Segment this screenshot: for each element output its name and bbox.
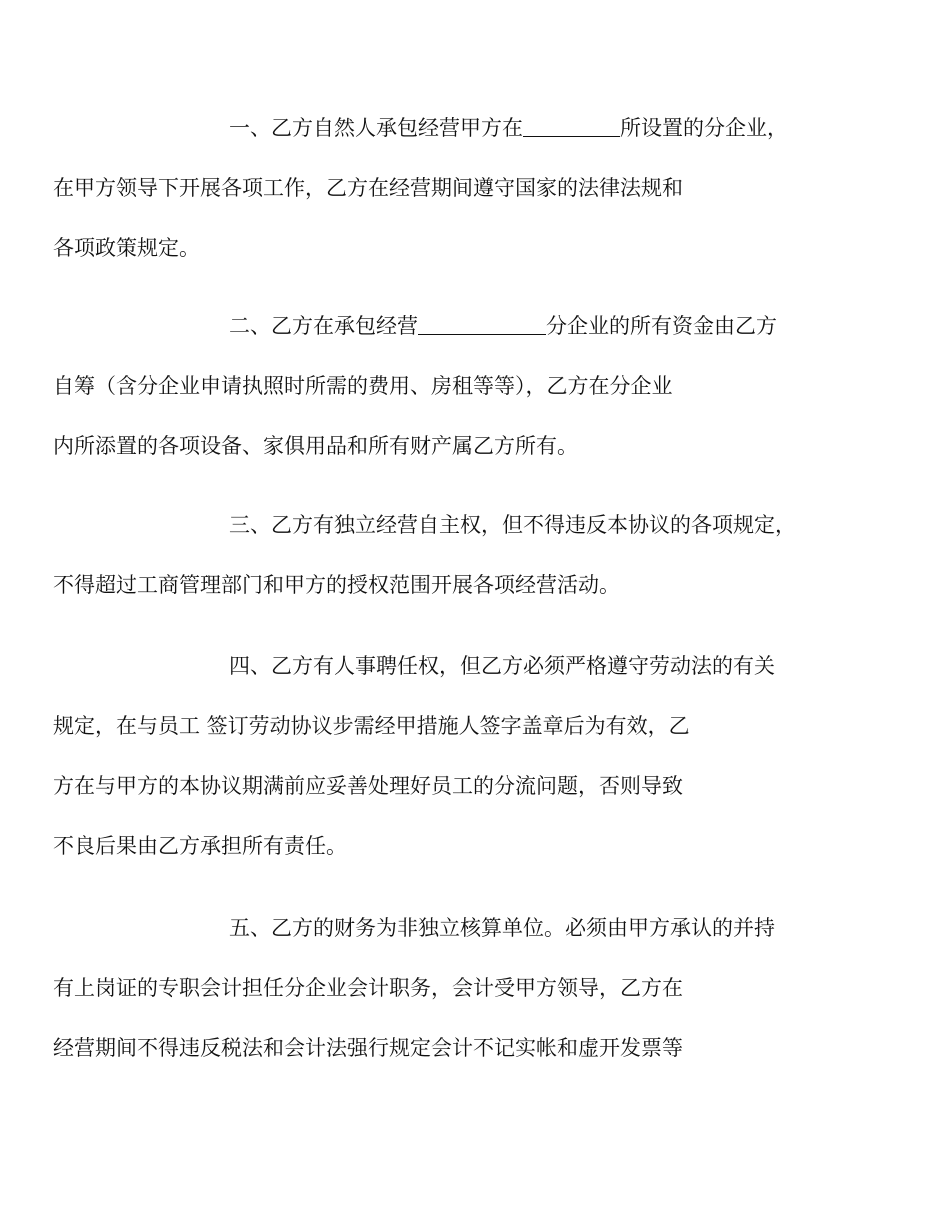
fill-in-blank[interactable]	[418, 312, 546, 335]
clause-1-line-2: 在甲方领导下开展各项工作，乙方在经营期间遵守国家的法律法规和	[53, 176, 683, 200]
clause-3	[53, 495, 811, 615]
clause-4-line-2: 规定，在与员工 签订劳动协议步需经甲措施人签字盖章后为有效，乙	[53, 714, 690, 738]
clause-4-line-1: 四、乙方有人事聘任权，但乙方必须严格遵守劳动法的有关	[229, 654, 775, 678]
clause-3-line-1: 三、乙方有独立经营自主权，但不得违反本协议的各项规定，	[229, 513, 796, 537]
clause-5-line-3: 经营期间不得违反税法和会计法强行规定会计不记实帐和虚开发票等	[53, 1036, 683, 1060]
clause-1-line-3: 各项政策规定。	[53, 236, 200, 260]
clause-5-line-1: 五、乙方的财务为非独立核算单位。必须由甲方承认的并持	[229, 916, 775, 940]
clause-1	[53, 98, 811, 278]
clause-5	[53, 898, 811, 1078]
clause-4-line-4: 不良后果由乙方承担所有责任。	[53, 834, 347, 858]
clause-2-line-2: 自筹（含分企业申请执照时所需的费用、房租等等），乙方在分企业	[53, 374, 673, 398]
clause-2-line-1: 二、乙方在承包经营 分企业的所有资金由乙方	[229, 314, 777, 338]
clause-4-line-3: 方在与甲方的本协议期满前应妥善处理好员工的分流问题，否则导致	[53, 774, 683, 798]
clause-1-line-1: 一、乙方自然人承包经营甲方在 所设置的分企业，	[229, 116, 788, 140]
clause-3-line-2: 不得超过工商管理部门和甲方的授权范围开展各项经营活动。	[53, 573, 620, 597]
fill-in-blank[interactable]	[523, 114, 620, 137]
clause-2	[53, 296, 811, 476]
clause-2-line-3: 内所添置的各项设备、家俱用品和所有财产属乙方所有。	[53, 434, 578, 458]
clause-5-line-2: 有上岗证的专职会计担任分企业会计职务，会计受甲方领导，乙方在	[53, 976, 683, 1000]
clause-4	[53, 636, 811, 876]
